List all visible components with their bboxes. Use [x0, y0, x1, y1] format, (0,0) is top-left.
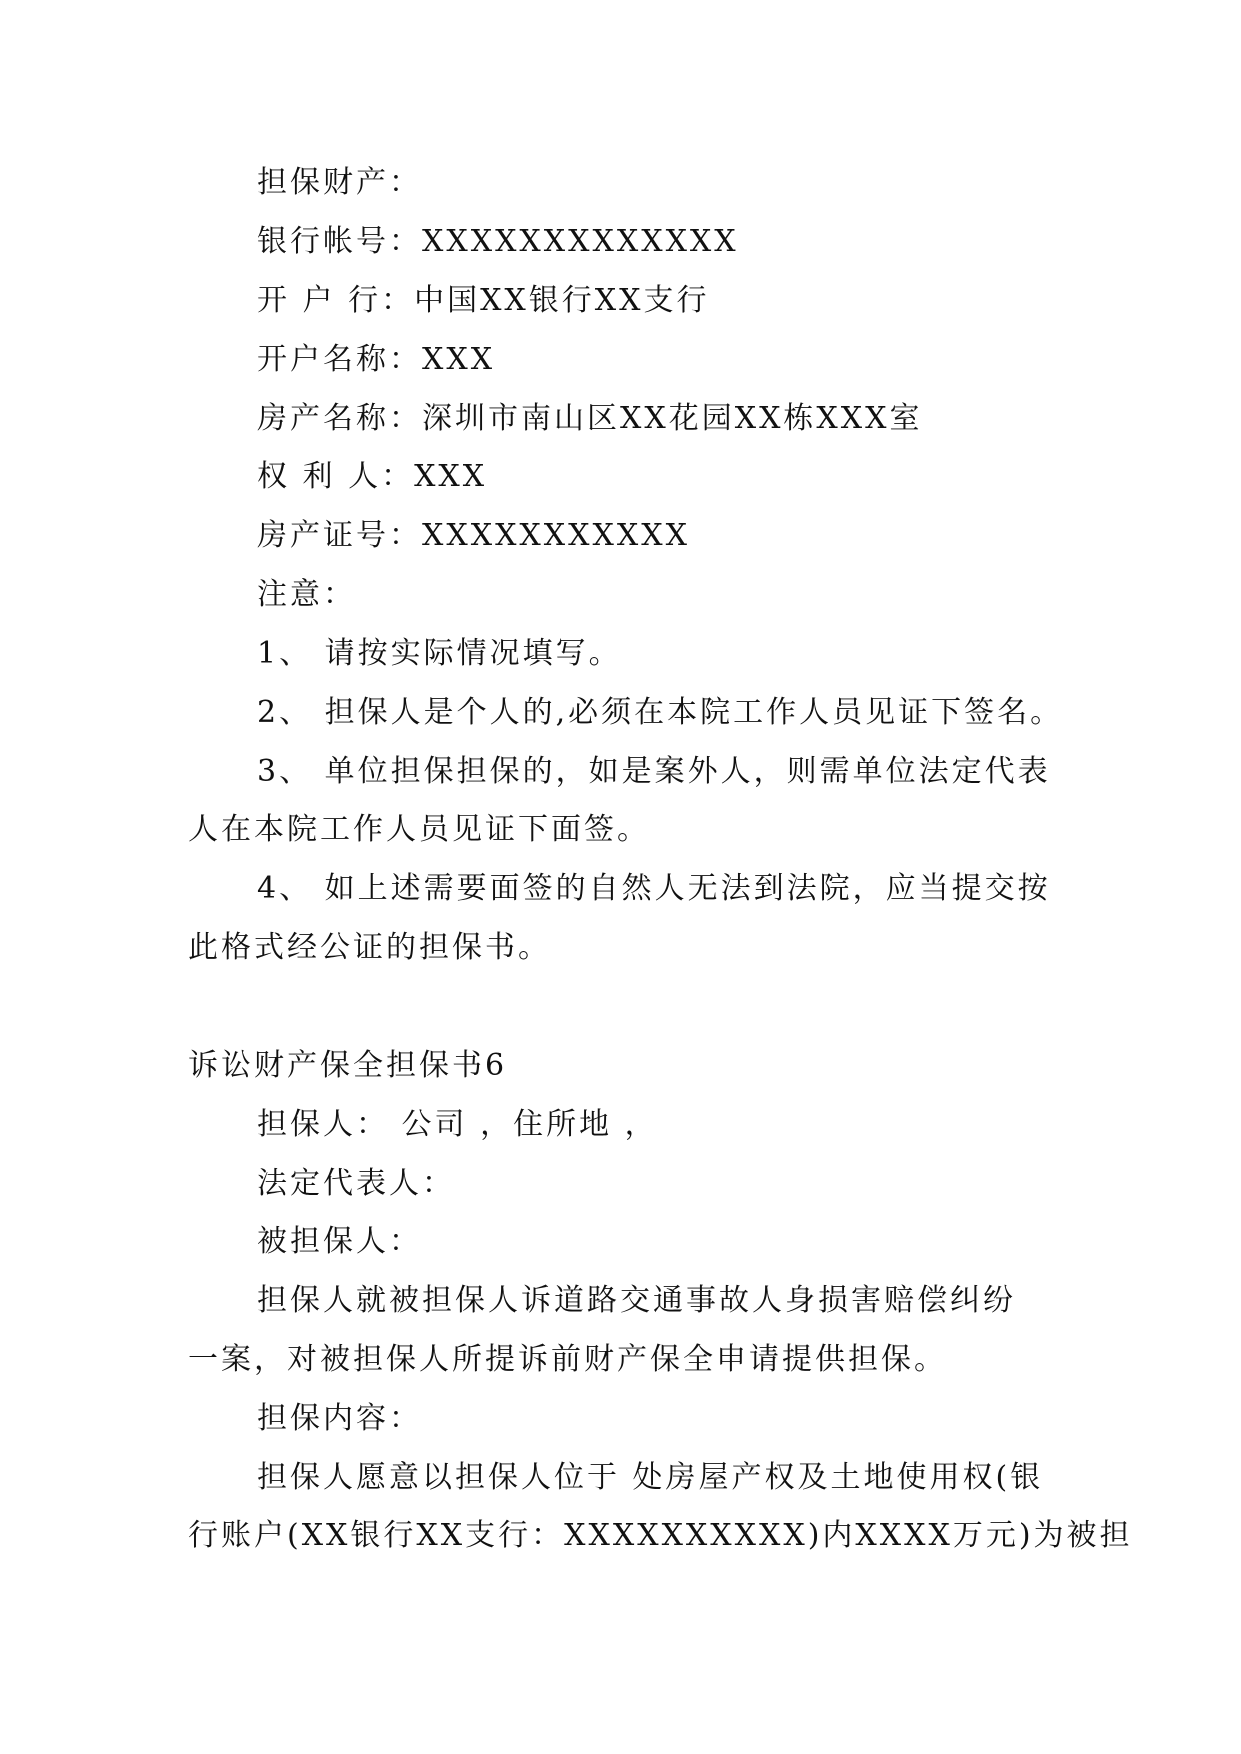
account-name-line: 开户名称：XXX: [257, 342, 496, 377]
guarantee-property-label: 担保财产：: [257, 165, 422, 200]
paragraph-line: 担保人愿意以担保人位于 处房屋产权及土地使用权(银: [257, 1460, 1044, 1495]
note-item: 1、 请按实际情况填写。: [257, 636, 622, 671]
bank-account-line: 银行帐号：XXXXXXXXXXXXX: [257, 224, 739, 259]
notice-label: 注意：: [257, 577, 356, 612]
note-item-continuation: 人在本院工作人员见证下面签。: [188, 812, 650, 847]
paragraph-line: 一案，对被担保人所提诉前财产保全申请提供担保。: [188, 1342, 947, 1377]
legal-rep-line: 法定代表人：: [257, 1166, 455, 1201]
note-item: 3、 单位担保担保的，如是案外人，则需单位法定代表: [257, 754, 1051, 789]
property-cert-line: 房产证号：XXXXXXXXXXX: [257, 518, 690, 553]
rights-holder-line: 权 利 人：XXX: [257, 459, 488, 494]
opening-bank-line: 开 户 行：中国XX银行XX支行: [257, 283, 710, 318]
note-item-continuation: 此格式经公证的担保书。: [188, 930, 551, 965]
property-name-line: 房产名称：深圳市南山区XX花园XX栋XXX室: [257, 401, 923, 436]
note-item: 2、 担保人是个人的,必须在本院工作人员见证下签名。: [257, 695, 1064, 730]
paragraph-line: 行账户(XX银行XX支行：XXXXXXXXXX)内XXXX万元)为被担: [188, 1518, 1133, 1553]
section-title: 诉讼财产保全担保书6: [188, 1048, 508, 1083]
paragraph-line: 担保人就被担保人诉道路交通事故人身损害赔偿纠纷: [257, 1283, 1016, 1318]
note-item: 4、 如上述需要面签的自然人无法到法院，应当提交按: [257, 871, 1051, 906]
guarantor-line: 担保人： 公司 ，住所地 ，: [257, 1107, 658, 1142]
content-label: 担保内容：: [257, 1401, 422, 1436]
guaranteed-party-line: 被担保人：: [257, 1224, 422, 1259]
